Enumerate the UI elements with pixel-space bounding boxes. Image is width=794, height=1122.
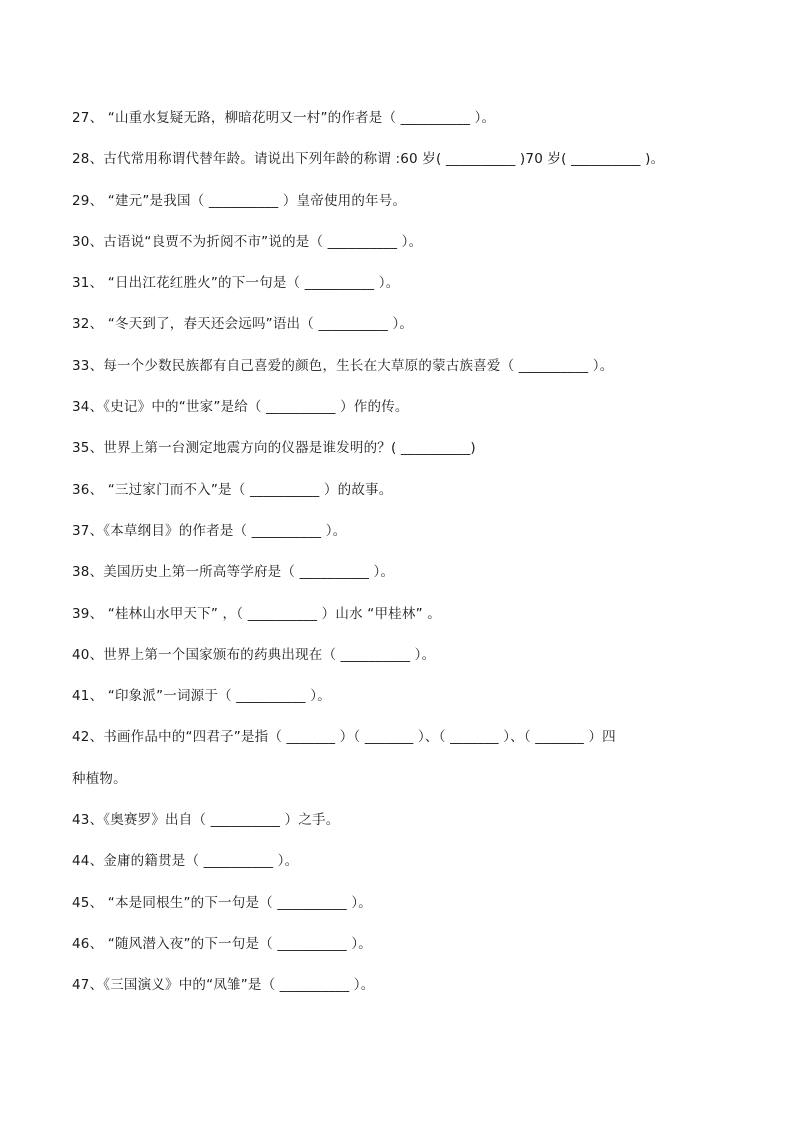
question-39: 39、 “桂林山水甲天下” ，（ __________ ）山水 “甲桂林” 。 [72,605,441,622]
question-41: 41、 “印象派”一词源于（ __________ ）。 [72,688,331,705]
question-42-continuation: 种植物。 [72,770,127,787]
question-32: 32、 “冬天到了，春天还会远吗”语出（ __________ ）。 [72,316,414,333]
question-42: 42、书画作品中的“四君子”是指（ _______ ）（ _______ ）、（ _______ ）、（ _______ ）四 [72,729,616,746]
question-list [72,106,752,1015]
question-27: 27、 “山重水复疑无路，柳暗花明又一村”的作者是（ __________ ）。 [72,110,496,126]
question-33: 33、每一个少数民族都有自己喜爱的颜色，生长在大草原的蒙古族喜爱（ __________ ）。 [72,357,614,374]
question-43: 43、《奥赛罗》出自（ __________ ）之手。 [72,812,340,829]
question-37: 37、《本草纲目》的作者是（ __________ ）。 [72,522,347,539]
question-47: 47、《三国演义》中的“凤雏”是（ __________ ）。 [72,977,375,994]
question-44: 44、金庸的籍贯是（ __________ ）。 [72,853,299,870]
question-35: 35、世界上第一台测定地震方向的仪器是谁发明的？( __________) [72,440,476,457]
question-40: 40、世界上第一个国家颁布的药典出现在（ __________ ）。 [72,646,436,663]
question-34: 34、《史记》中的“世家”是给（ __________ ）作的传。 [72,399,409,416]
question-30: 30、古语说“良贾不为折阅不市”说的是（ __________ ）。 [72,233,423,250]
question-36: 36、 “三过家门而不入”是（ __________ ）的故事。 [72,481,393,498]
question-46: 46、 “随风潜入夜”的下一句是（ __________ ）。 [72,935,372,952]
question-45: 45、 “本是同根生”的下一句是（ __________ ）。 [72,894,372,911]
question-31: 31、 “日出江花红胜火”的下一句是（ __________ ）。 [72,275,400,292]
question-38: 38、美国历史上第一所高等学府是（ __________ ）。 [72,564,395,581]
question-28: 28、古代常用称谓代替年龄。请说出下列年龄的称谓 :60 岁( __________ )70 岁( __________ )。 [72,151,665,168]
question-29: 29、 “建元”是我国（ __________ ）皇帝使用的年号。 [72,192,407,209]
